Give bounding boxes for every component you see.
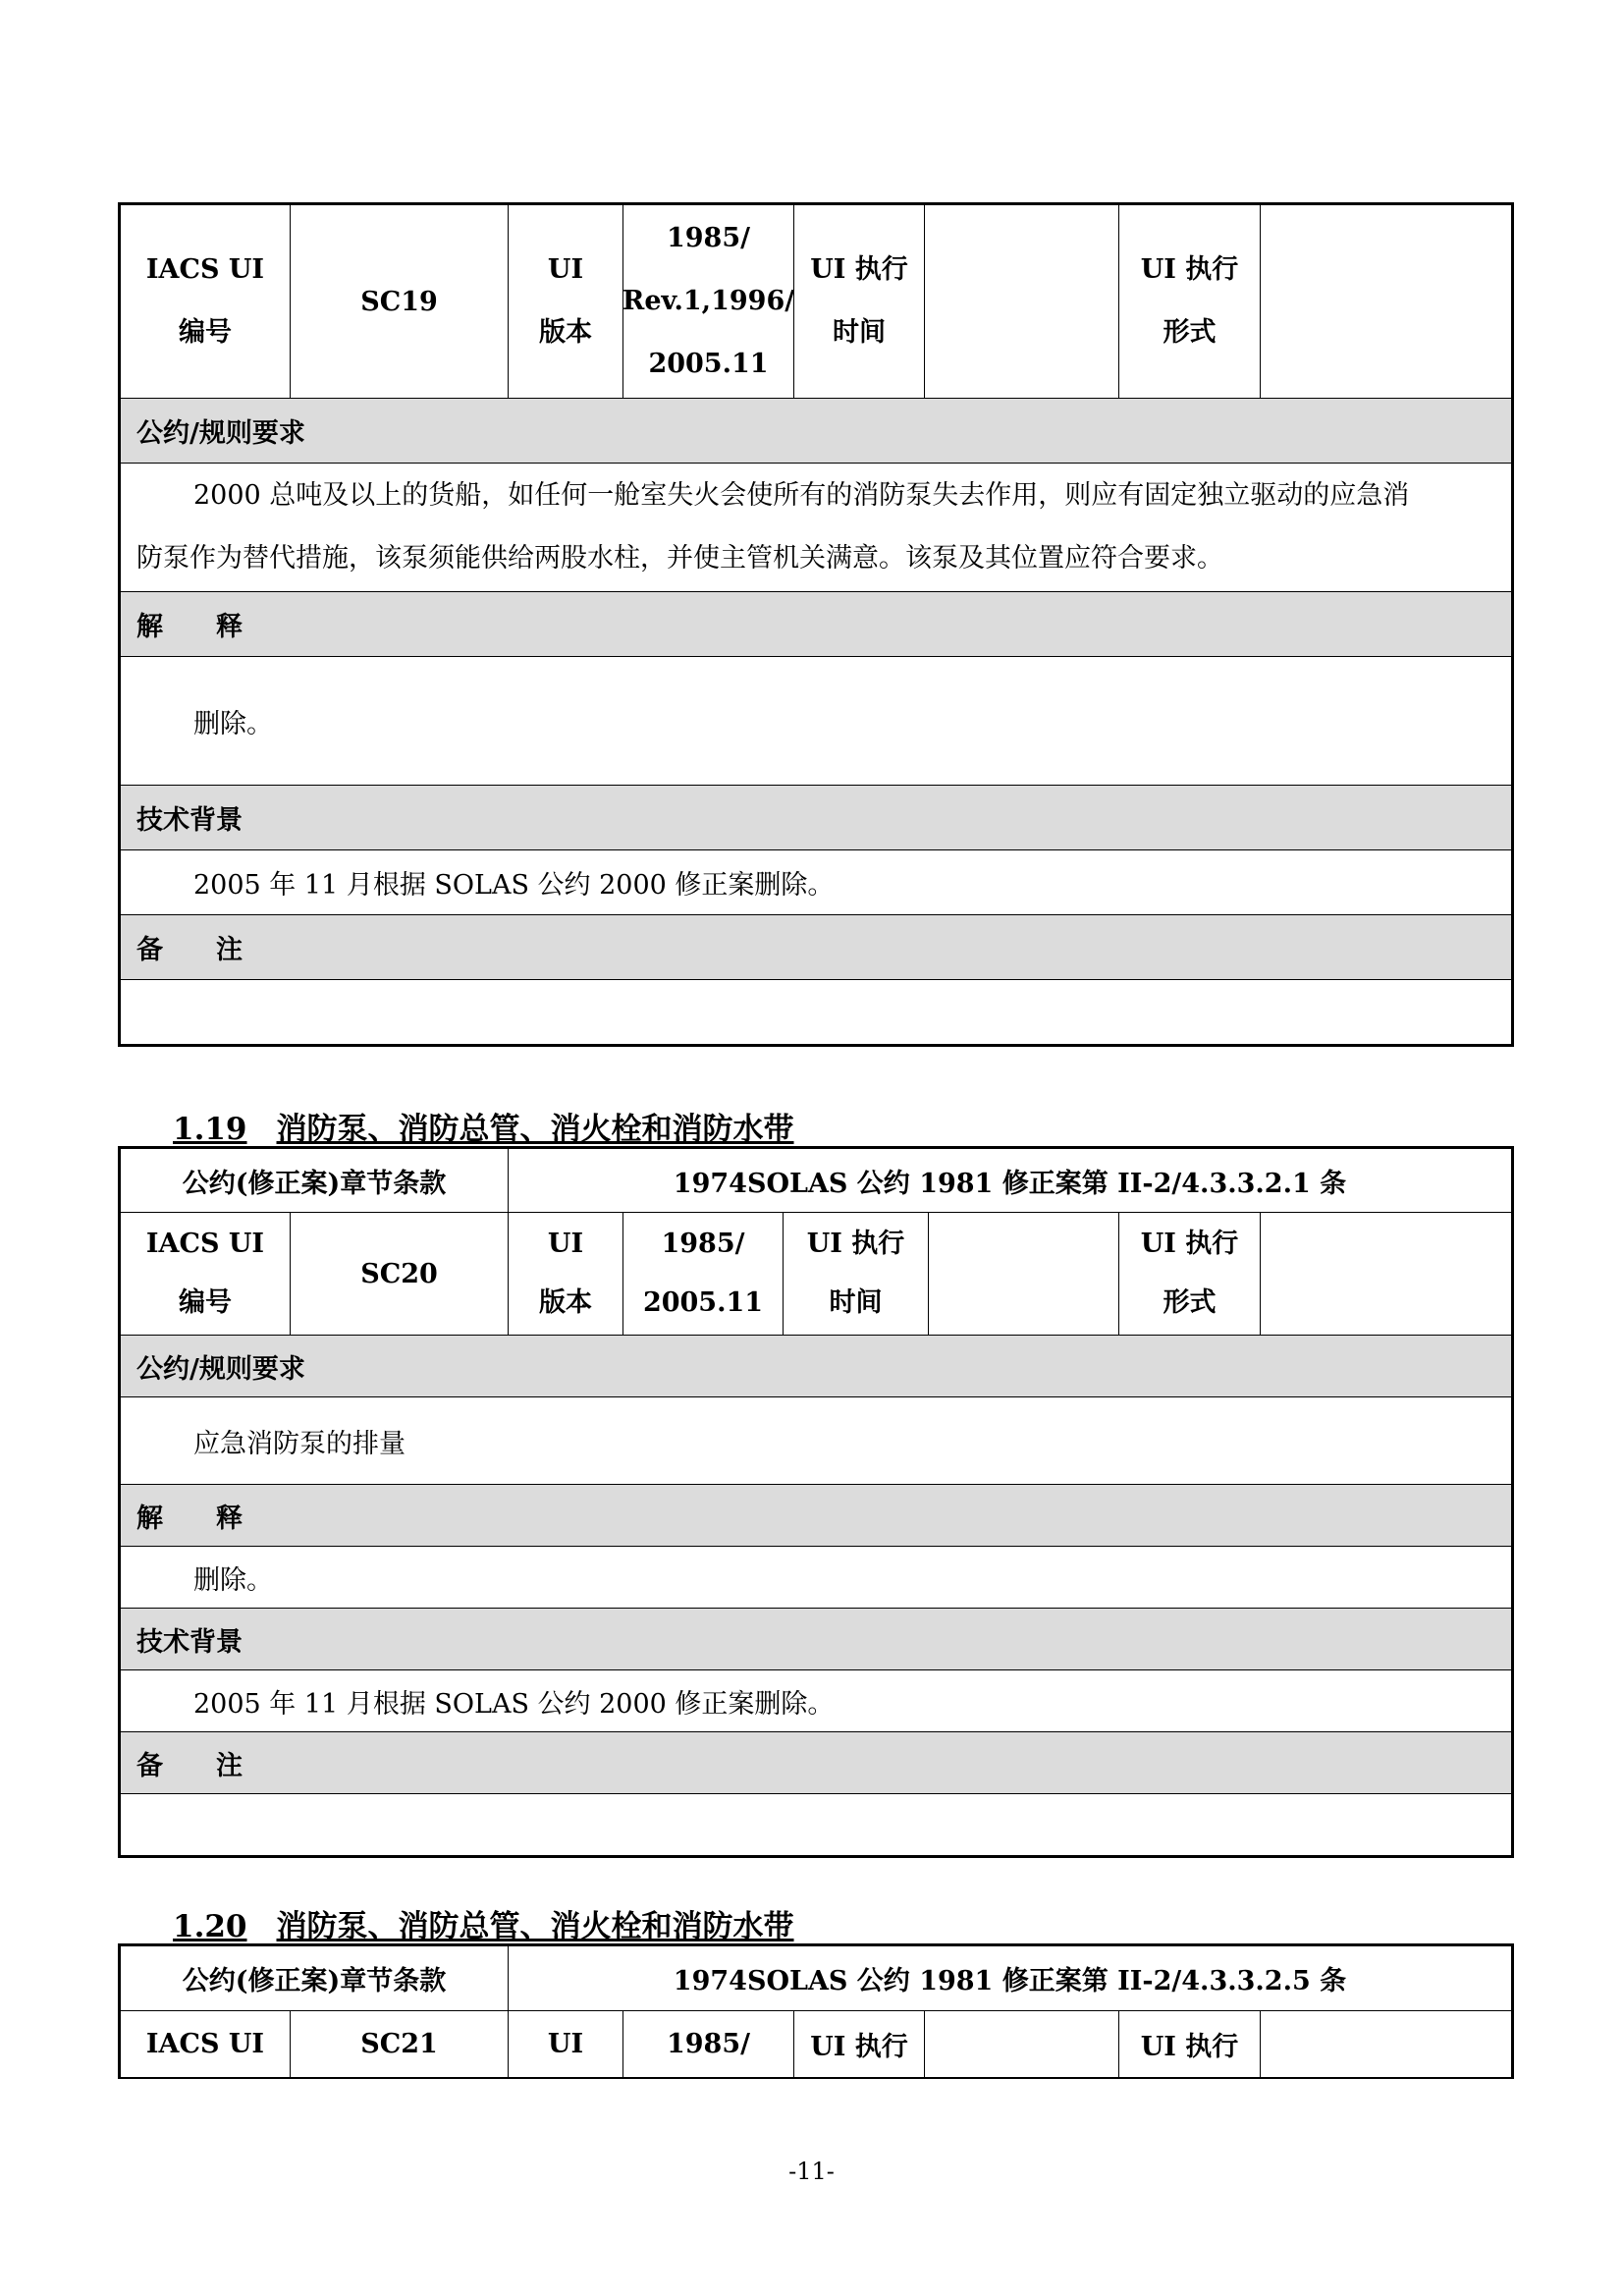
version-line3: 2005.11: [648, 349, 769, 379]
remarks-heading: 备 注: [121, 915, 1511, 980]
version-label: [509, 1213, 623, 1335]
requirements-text: [121, 464, 1511, 592]
ui-no-label-line2: 编号: [179, 1287, 232, 1318]
version-line1: 1985/: [666, 223, 750, 253]
convention-row: [121, 1946, 1511, 2011]
exec-time-label: UI 执行: [794, 2011, 925, 2077]
exec-time-label-line2: 时间: [833, 317, 886, 348]
requirements-heading: 公约/规则要求: [121, 399, 1511, 464]
background-text: 2005 年 11 月根据 SOLAS 公约 2000 修正案删除。: [121, 850, 1511, 915]
version-label-line1: UI: [547, 254, 584, 285]
ui-no-value: SC19: [291, 205, 509, 398]
exec-time-label-line1: UI 执行: [806, 1229, 905, 1259]
exec-form-value: [1261, 1213, 1511, 1335]
exec-form-label-line2: 形式: [1163, 317, 1217, 348]
remarks-heading: 备 注: [121, 1732, 1511, 1794]
remarks-text: [121, 1794, 1511, 1855]
exec-time-label: [794, 205, 925, 398]
version-line1: 1985/: [661, 1229, 745, 1259]
section-number: 1.20: [173, 1909, 247, 1944]
convention-label: 公约(修正案)章节条款: [121, 1946, 509, 2010]
version-line2: Rev.1,1996/: [622, 286, 795, 316]
ui-no-value: SC20: [291, 1213, 509, 1335]
background-heading: 技术背景: [121, 1609, 1511, 1670]
exec-time-value: [929, 1213, 1119, 1335]
requirements-text: 应急消防泵的排量: [121, 1397, 1511, 1485]
ui-no-label-line1: IACS UI: [145, 254, 265, 285]
version-value: [623, 205, 794, 398]
section-number: 1.19: [173, 1112, 247, 1147]
table-sc19: [118, 202, 1514, 1047]
exec-form-label: [1119, 205, 1261, 398]
exec-form-value: [1261, 2011, 1511, 2077]
ui-no-label-line1: IACS UI: [145, 1229, 265, 1259]
sc21-header-row: [121, 2011, 1511, 2077]
remarks-text: [121, 980, 1511, 1044]
section-title: 消防泵、消防总管、消火栓和消防水带: [276, 1909, 794, 1944]
table-sc20: [118, 1146, 1514, 1858]
version-label: [509, 205, 623, 398]
exec-time-label-line1: UI 执行: [810, 254, 908, 285]
exec-form-label-line2: 形式: [1163, 1287, 1217, 1318]
version-label-line1: UI: [547, 1229, 584, 1259]
table-sc21: [118, 1943, 1514, 2079]
version-label: UI: [509, 2011, 623, 2077]
requirements-heading: 公约/规则要求: [121, 1336, 1511, 1397]
section-heading-1-20: [173, 1901, 794, 1945]
exec-time-label: [784, 1213, 929, 1335]
requirements-line2: 防泵作为替代措施，该泵须能供给两股水柱，并使主管机关满意。该泵及其位置应符合要求。: [136, 543, 1223, 574]
page-number: -11-: [788, 2158, 835, 2185]
interpretation-text: 删除。: [121, 657, 1511, 786]
sc20-header-row: [121, 1213, 1511, 1336]
version-value: [623, 1213, 784, 1335]
exec-time-value: [925, 2011, 1119, 2077]
ui-no-label-line2: 编号: [179, 317, 232, 348]
section-title: 消防泵、消防总管、消火栓和消防水带: [276, 1112, 794, 1147]
exec-time-label-line2: 时间: [829, 1287, 883, 1318]
background-text: 2005 年 11 月根据 SOLAS 公约 2000 修正案删除。: [121, 1670, 1511, 1732]
convention-label: 公约(修正案)章节条款: [121, 1149, 509, 1212]
exec-form-value: [1261, 205, 1511, 398]
ui-no-label: [121, 1213, 291, 1335]
ui-no-value: SC21: [291, 2011, 509, 2077]
background-heading: 技术背景: [121, 786, 1511, 850]
convention-value: 1974SOLAS 公约 1981 修正案第 II-2/4.3.3.2.5 条: [673, 1966, 1347, 1996]
exec-time-value: [925, 205, 1119, 398]
requirements-line1: 2000 总吨及以上的货船，如任何一舱室失火会使所有的消防泵失去作用，则应有固定独立驱动的应急消: [193, 480, 1410, 511]
interpretation-heading: 解 释: [121, 1485, 1511, 1547]
interpretation-heading: 解 释: [121, 592, 1511, 657]
exec-form-label: [1119, 1213, 1261, 1335]
version-label-line2: 版本: [539, 317, 592, 348]
sc19-header-row: [121, 205, 1511, 399]
convention-value: 1974SOLAS 公约 1981 修正案第 II-2/4.3.3.2.1 条: [673, 1168, 1347, 1199]
ui-no-label: IACS UI: [121, 2011, 291, 2077]
version-value: 1985/: [623, 2011, 794, 2077]
version-line2: 2005.11: [642, 1287, 764, 1318]
ui-no-label: [121, 205, 291, 398]
version-label-line2: 版本: [539, 1287, 592, 1318]
section-heading-1-19: [173, 1104, 794, 1148]
exec-form-label: UI 执行: [1119, 2011, 1261, 2077]
exec-form-label-line1: UI 执行: [1140, 1229, 1239, 1259]
convention-row: [121, 1149, 1511, 1213]
interpretation-text: 删除。: [121, 1547, 1511, 1609]
exec-form-label-line1: UI 执行: [1140, 254, 1239, 285]
